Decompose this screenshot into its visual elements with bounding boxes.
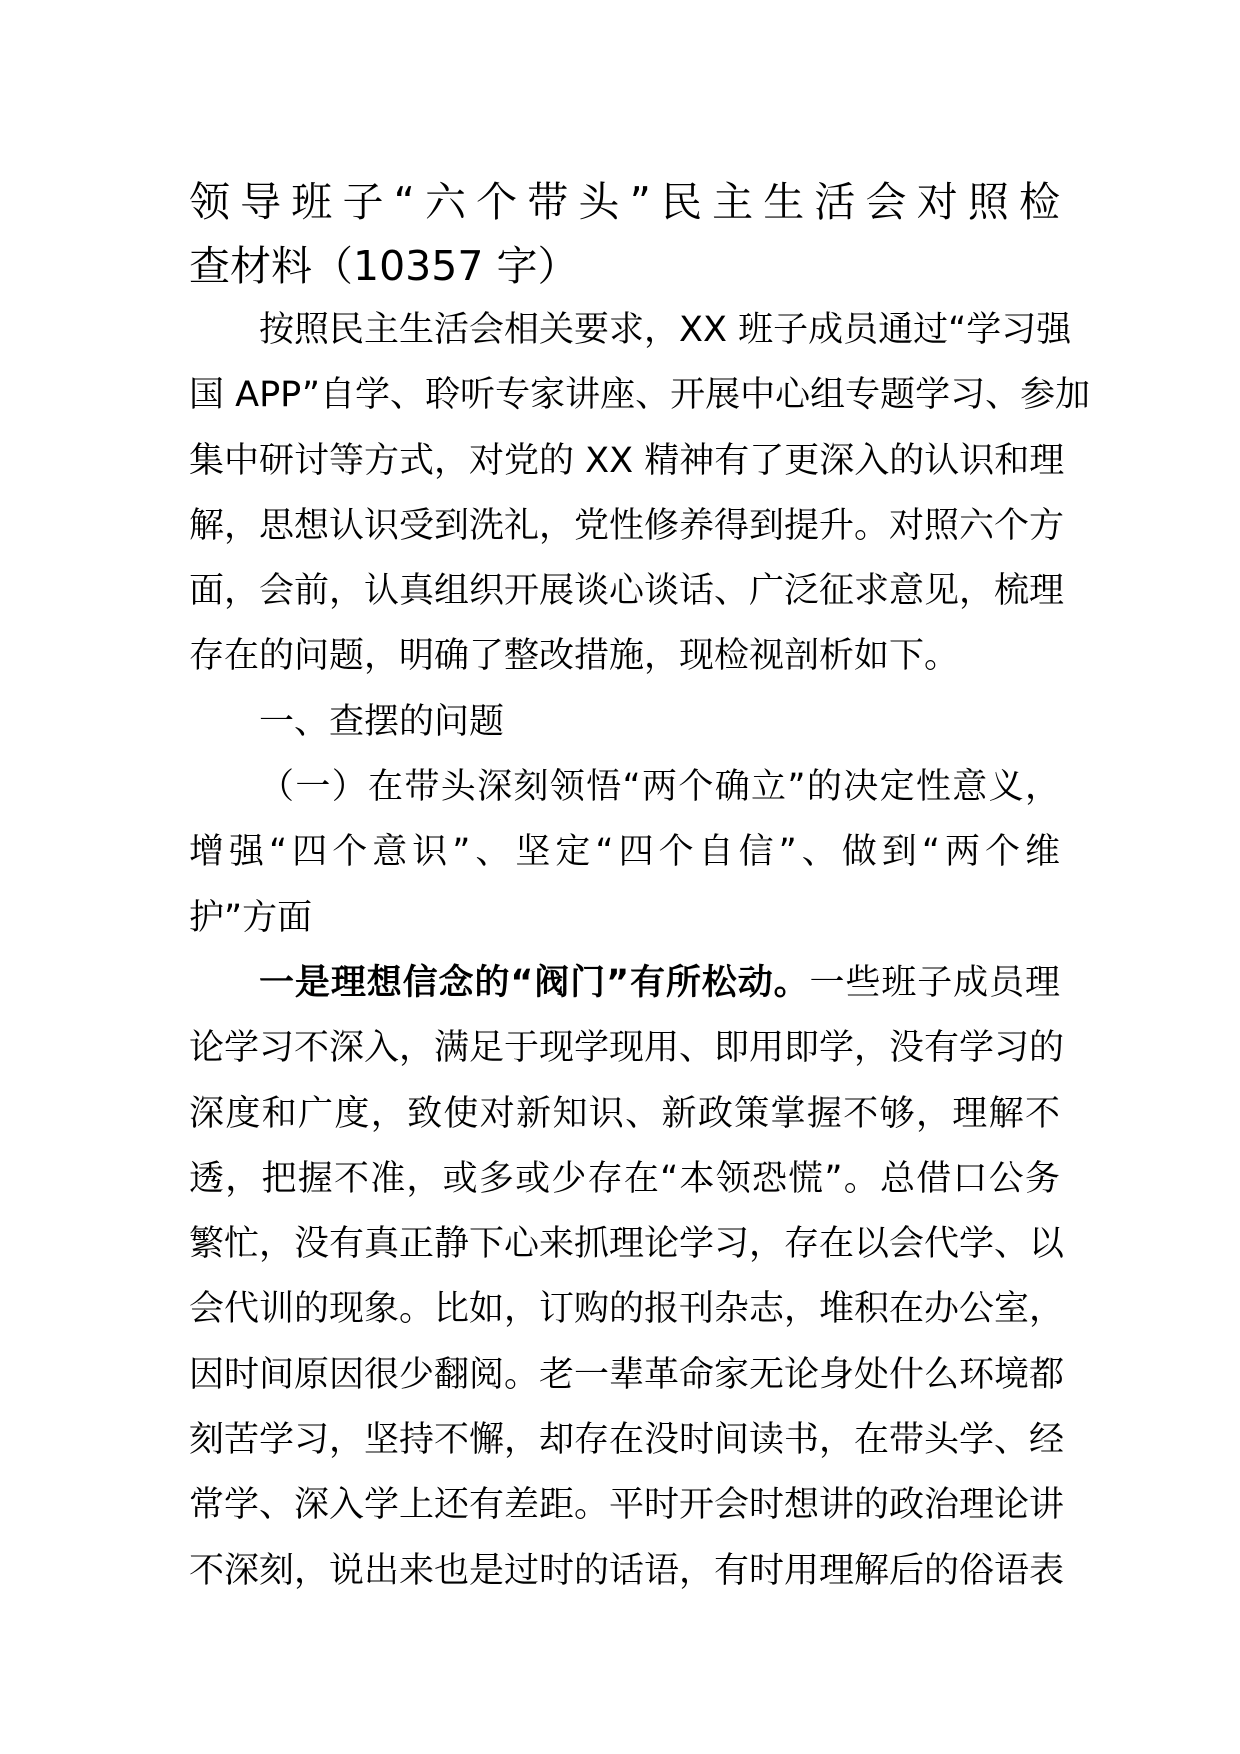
text-line: 透，把握不准，或多或少存在“本领恐慌”。总借口公务 [189, 1158, 1060, 1199]
title-line: 领导班子“六个带头”民主生活会对照检 [189, 178, 1060, 226]
text-line: 面，会前，认真组织开展谈心谈话、广泛征求意见，梳理 [189, 571, 1065, 612]
text-line: 集中研讨等方式，对党的 XX 精神有了更深入的认识和理 [189, 440, 1065, 481]
text-line: 解，思想认识受到洗礼，党性修养得到提升。对照六个方 [189, 505, 1065, 546]
text-line: 不深刻，说出来也是过时的话语，有时用理解后的俗语表 [189, 1550, 1065, 1591]
text-line: 护”方面 [189, 897, 313, 938]
document-title [189, 170, 1060, 298]
text-line: 增强“四个意识”、坚定“四个自信”、做到“两个维 [189, 832, 1060, 873]
text-line: 存在的问题，明确了整改措施，现检视剖析如下。 [189, 636, 960, 677]
text-line: 深度和广度，致使对新知识、新政策掌握不够，理解不 [189, 1093, 1060, 1134]
section-heading: 一、查摆的问题 [259, 701, 505, 742]
text-line: 常学、深入学上还有差距。平时开会时想讲的政治理论讲 [189, 1485, 1065, 1526]
text-line: 刻苦学习，坚持不懈，却存在没时间读书，在带头学、经 [189, 1420, 1065, 1461]
bold-lead: 一是理想信念的“阀门”有所松动。 [259, 962, 810, 1003]
text-line: 国 APP”自学、聆听专家讲座、开展中心组专题学习、参加 [189, 375, 1091, 416]
text-line: 因时间原因很少翻阅。老一辈革命家无论身处什么环境都 [189, 1354, 1065, 1395]
body-paragraph [189, 951, 1065, 1604]
subsection-heading [189, 755, 1060, 951]
text-run: 一些班子成员理 [809, 962, 1060, 1003]
text-line: 会代训的现象。比如，订购的报刊杂志，堆积在办公室， [189, 1289, 1065, 1330]
text-line: 繁忙，没有真正静下心来抓理论学习，存在以会代学、以 [189, 1224, 1065, 1265]
document-page [189, 170, 1091, 1604]
text-line: （一）在带头深刻领悟“两个确立”的决定性意义， [259, 767, 1060, 808]
text-line [189, 951, 1060, 1016]
text-line: 论学习不深入，满足于现学现用、即用即学，没有学习的 [189, 1028, 1065, 1069]
title-line: 查材料（10357 字） [189, 242, 579, 290]
text-line: 按照民主生活会相关要求，XX 班子成员通过“学习强 [259, 310, 1072, 350]
intro-paragraph [189, 298, 1091, 690]
